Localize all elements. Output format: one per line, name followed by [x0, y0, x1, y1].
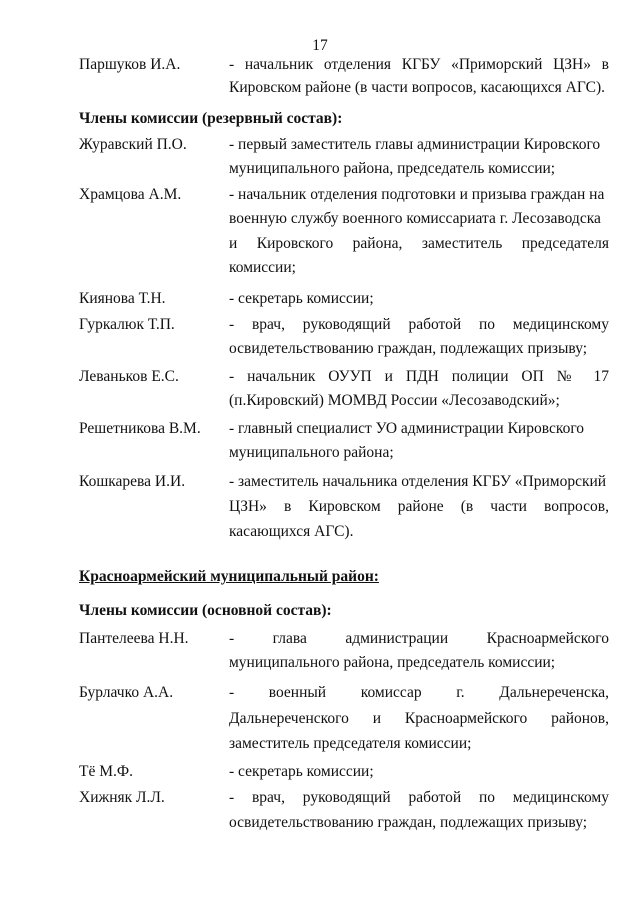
member-name: Леваньков Е.С. [79, 368, 179, 385]
section-heading-main: Члены комиссии (основной состав): [79, 602, 332, 619]
member-role-line: комиссии; [229, 259, 296, 276]
member-name: Пантелеева Н.Н. [79, 630, 189, 647]
member-role-line: - заместитель начальника отделения КГБУ «Приморский [229, 473, 607, 490]
member-role-line: и Кировского района, заместитель председателя [229, 235, 609, 252]
member-name: Хижняк Л.Л. [79, 789, 165, 806]
member-role-line: заместитель председателя комиссии; [229, 735, 472, 752]
member-role-line: - начальник ОУУП и ПДН полиции ОП № 17 [229, 368, 609, 385]
member-role-line: - секретарь комиссии; [229, 290, 374, 307]
member-role-line: Кировском районе (в части вопросов, касающихся АГС). [229, 79, 605, 96]
member-role-line: - военный комиссар г. Дальнереченска, [229, 684, 609, 701]
member-role-line: касающихся АГС). [229, 523, 354, 540]
member-role-line: освидетельствованию граждан, подлежащих призыву; [229, 340, 588, 357]
member-role-line: муниципального района; [229, 444, 394, 461]
section-heading-reserve: Члены комиссии (резервный состав): [79, 110, 343, 127]
member-name: Журавский П.О. [79, 136, 187, 153]
member-role-line: военную службу военного комиссариата г. Лесозаводска [229, 210, 601, 227]
member-name: Паршуков И.А. [79, 56, 181, 73]
member-role-line: ЦЗН» в Кировском районе (в части вопросов, [229, 498, 609, 515]
page-number: 17 [312, 37, 328, 54]
member-name: Бурлачко А.А. [79, 684, 174, 701]
member-role-line: муниципального района, председатель комиссии; [229, 160, 556, 177]
member-role-line: - главный специалист УО администрации Кировского [229, 420, 585, 437]
member-role-line: - начальник отделения подготовки и призыва граждан на [229, 186, 605, 203]
member-name: Киянова Т.Н. [79, 290, 166, 307]
member-name: Гуркалюк Т.П. [79, 316, 175, 333]
district-heading: Красноармейский муниципальный район: [79, 568, 379, 585]
member-role-line: - врач, руководящий работой по медицинскому [229, 316, 609, 333]
member-role-line: - глава администрации Красноармейского [229, 630, 609, 647]
member-role-line: - секретарь комиссии; [229, 763, 374, 780]
member-role-line: - начальник отделения КГБУ «Приморский ЦЗН» в [229, 56, 609, 73]
member-role-line: - первый заместитель главы администрации Кировского [229, 136, 601, 153]
member-name: Решетникова В.М. [79, 420, 201, 437]
member-role-line: муниципального района, председатель комиссии; [229, 654, 556, 671]
member-role-line: Дальнереченского и Красноармейского районов, [229, 710, 609, 727]
member-name: Кошкарева И.И. [79, 473, 186, 490]
member-name: Тё М.Ф. [79, 763, 134, 780]
member-role-line: - врач, руководящий работой по медицинскому [229, 789, 609, 806]
member-role-line: освидетельствованию граждан, подлежащих призыву; [229, 814, 588, 831]
member-name: Храмцова А.М. [79, 186, 182, 203]
member-role-line: (п.Кировский) МОМВД России «Лесозаводский»; [229, 392, 560, 409]
